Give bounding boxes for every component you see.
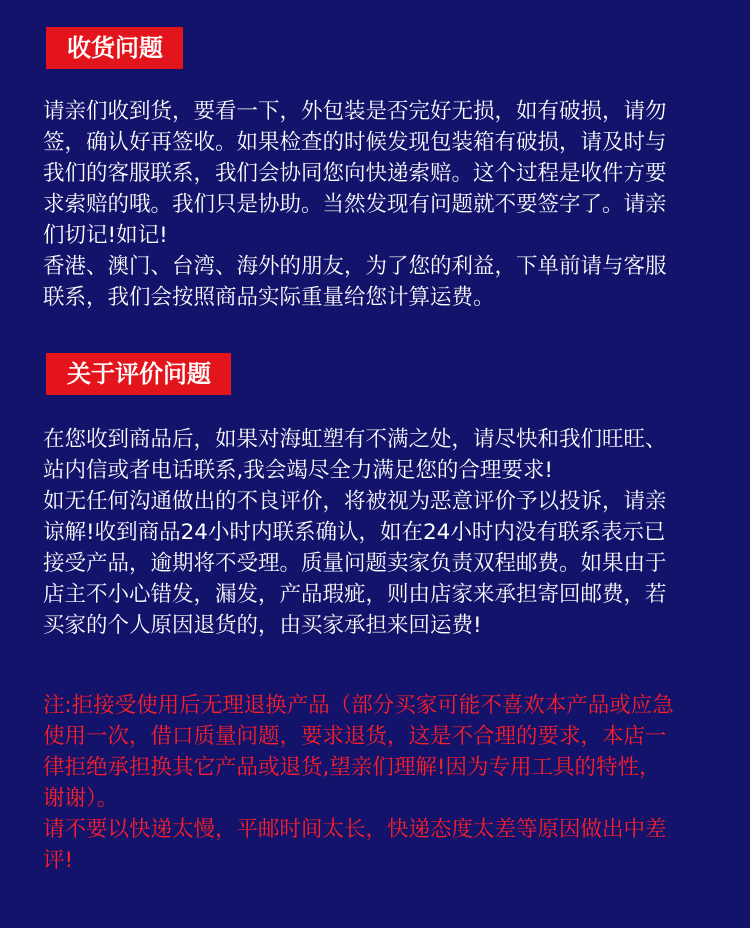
- text-line: 们切记!如记!: [43, 223, 168, 248]
- text-line: 联系，我们会按照商品实际重量给您计算运费。: [43, 285, 495, 310]
- text-line: 在您收到商品后，如果对海虹塑有不满之处，请尽快和我们旺旺、: [43, 427, 667, 452]
- text-line: 请不要以快递太慢，平邮时间太长，快递态度太差等原因做出中差: [43, 817, 667, 842]
- receiving-paragraph: [43, 96, 714, 313]
- section-heading-review: 关于评价问题: [46, 353, 231, 395]
- text-line: 签，确认好再签收。如果检查的时候发现包装箱有破损，请及时与: [43, 130, 667, 155]
- text-line: 如无任何沟通做出的不良评价，将被视为恶意评价予以投诉，请亲: [43, 489, 667, 514]
- text-line: 注:拒接受使用后无理退换产品（部分买家可能不喜欢本产品或应急: [43, 693, 674, 718]
- section-heading-receiving: 收货问题: [46, 27, 183, 69]
- notice-paragraph: [43, 690, 714, 876]
- text-line: 店主不小心错发，漏发，产品瑕疵，则由店家来承担寄回邮费，若: [43, 582, 667, 607]
- text-line: 我们的客服联系，我们会协同您向快递索赔。这个过程是收件方要: [43, 161, 667, 186]
- text-line: 谅解!收到商品24小时内联系确认，如在24小时内没有联系表示已: [43, 520, 666, 545]
- text-line: 买家的个人原因退货的，由买家承担来回运费!: [43, 613, 482, 638]
- text-line: 香港、澳门、台湾、海外的朋友，为了您的利益，下单前请与客服: [43, 254, 667, 279]
- text-line: 使用一次，借口质量问题，要求退货，这是不合理的要求，本店一: [43, 724, 667, 749]
- text-line: 评!: [43, 848, 74, 873]
- text-line: 请亲们收到货，要看一下，外包装是否完好无损，如有破损，请勿: [43, 99, 667, 124]
- text-line: 站内信或者电话联系,我会竭尽全力满足您的合理要求!: [43, 458, 553, 483]
- review-paragraph: [43, 424, 714, 641]
- text-line: 接受产品，逾期将不受理。质量问题卖家负责双程邮费。如果由于: [43, 551, 667, 576]
- text-line: 求索赔的哦。我们只是协助。当然发现有问题就不要签字了。请亲: [43, 192, 667, 217]
- text-line: 谢谢）。: [43, 786, 119, 811]
- text-line: 律拒绝承担换其它产品或退货,望亲们理解!因为专用工具的特性，: [43, 755, 661, 780]
